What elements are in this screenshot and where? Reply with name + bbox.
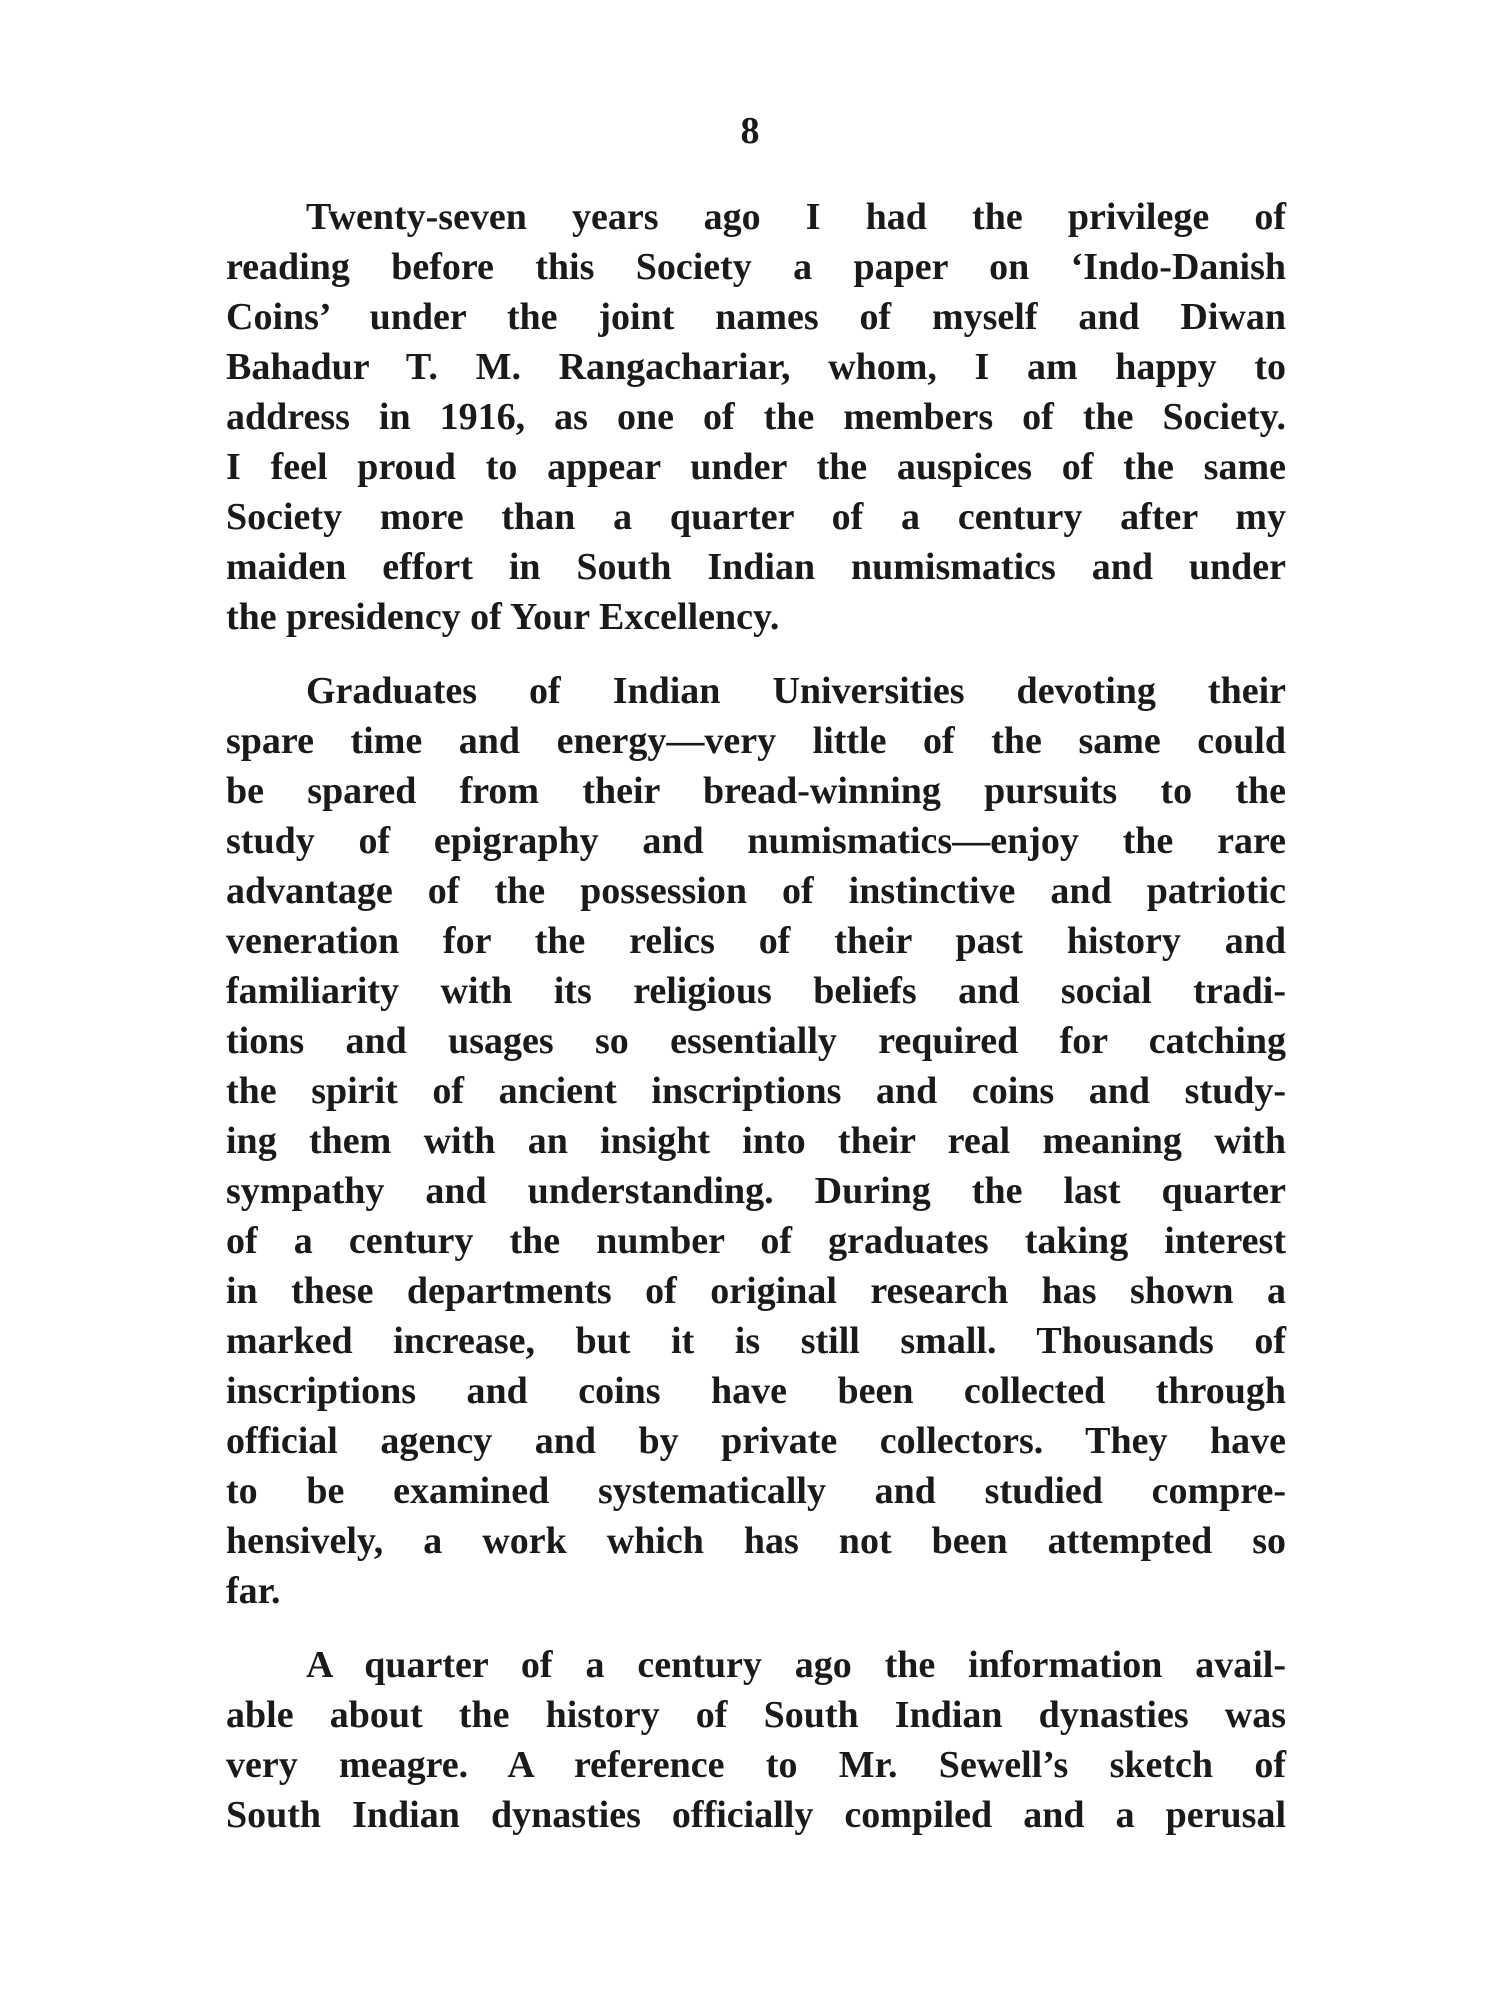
- text-line: Bahadur T. M. Rangachariar, whom, I am happy to: [226, 346, 1286, 388]
- text-line: Graduates of Indian Universities devoting their: [306, 670, 1286, 712]
- text-line: in these departments of original research has shown a: [226, 1270, 1286, 1312]
- text-line: I feel proud to appear under the auspices of the same: [226, 446, 1286, 488]
- text-line: Coins’ under the joint names of myself and Diwan: [226, 296, 1286, 338]
- text-line: familiarity with its religious beliefs and social tradi-: [226, 970, 1286, 1012]
- text-line: veneration for the relics of their past history and: [226, 920, 1286, 962]
- text-column: [226, 192, 1286, 1840]
- text-line: South Indian dynasties officially compiled and a perusal: [226, 1794, 1286, 1836]
- text-line: able about the history of South Indian dynasties was: [226, 1694, 1286, 1736]
- text-line: official agency and by private collectors. They have: [226, 1420, 1286, 1462]
- paragraph-2: [226, 666, 1286, 1616]
- page-number: 8: [740, 110, 760, 152]
- text-line: the spirit of ancient inscriptions and coins and study-: [226, 1070, 1286, 1112]
- text-line: address in 1916, as one of the members of the Society.: [226, 396, 1286, 438]
- text-line: advantage of the possession of instinctive and patriotic: [226, 870, 1286, 912]
- text-line: to be examined systematically and studied compre-: [226, 1470, 1286, 1512]
- text-line: ing them with an insight into their real meaning with: [226, 1120, 1286, 1162]
- text-line: far.: [226, 1570, 281, 1612]
- text-line: Society more than a quarter of a century after my: [226, 496, 1286, 538]
- text-line: sympathy and understanding. During the last quarter: [226, 1170, 1286, 1212]
- text-line: of a century the number of graduates taking interest: [226, 1220, 1286, 1262]
- text-line: spare time and energy—very little of the same could: [226, 720, 1286, 762]
- text-line: Twenty-seven years ago I had the privilege of: [306, 196, 1286, 238]
- text-line: marked increase, but it is still small. Thousands of: [226, 1320, 1286, 1362]
- paragraph-3: [226, 1640, 1286, 1840]
- paragraph-1: [226, 192, 1286, 642]
- text-line: tions and usages so essentially required for catching: [226, 1020, 1286, 1062]
- text-line: hensively, a work which has not been attempted so: [226, 1520, 1286, 1562]
- text-line: very meagre. A reference to Mr. Sewell’s sketch of: [226, 1744, 1286, 1786]
- text-line: the presidency of Your Excellency.: [226, 596, 780, 638]
- text-line: A quarter of a century ago the information avail-: [306, 1644, 1286, 1686]
- text-line: inscriptions and coins have been collected through: [226, 1370, 1286, 1412]
- text-line: reading before this Society a paper on ‘Indo-Danish: [226, 246, 1286, 288]
- text-line: be spared from their bread-winning pursuits to the: [226, 770, 1286, 812]
- text-line: maiden effort in South Indian numismatics and under: [226, 546, 1286, 588]
- text-line: study of epigraphy and numismatics—enjoy the rare: [226, 820, 1286, 862]
